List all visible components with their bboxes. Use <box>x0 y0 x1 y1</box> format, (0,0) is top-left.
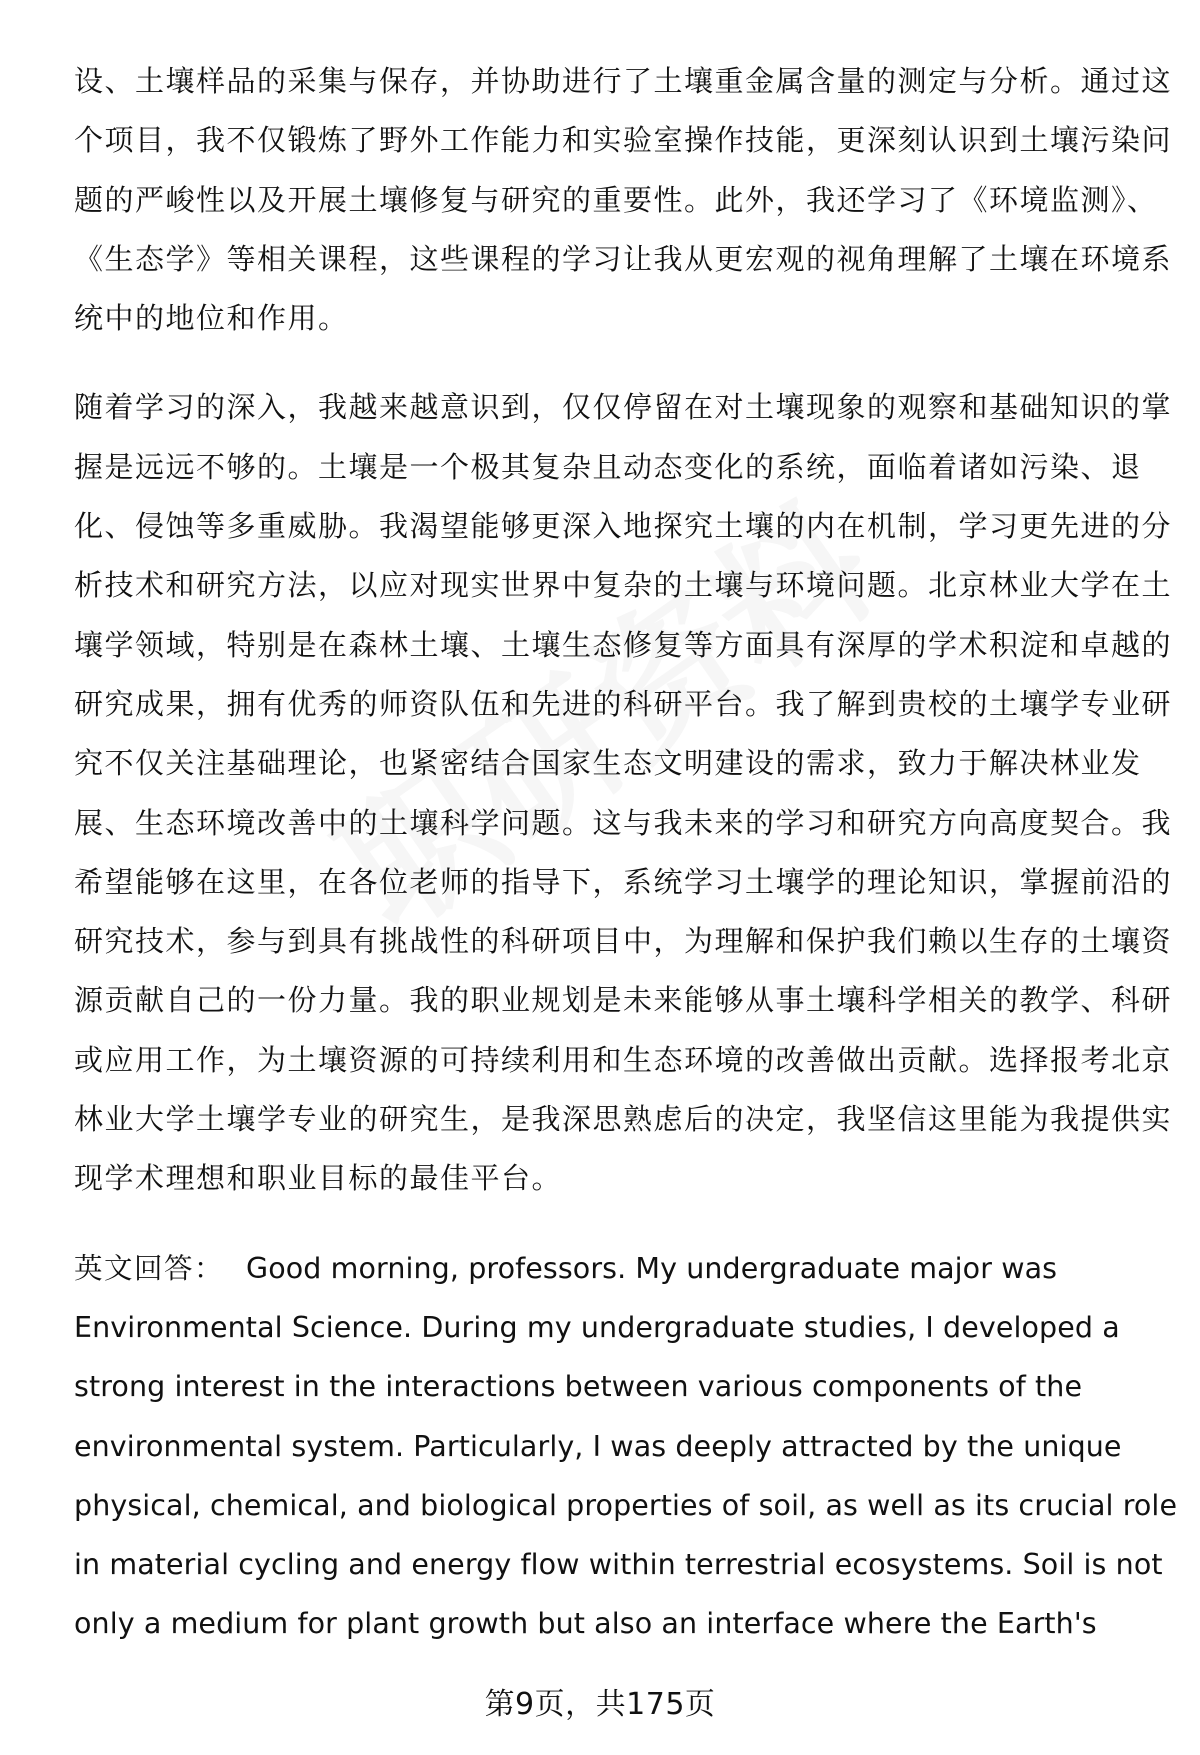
paragraph-2 <box>74 378 1173 1208</box>
text-line: physical, chemical, and biological properties of soil, as well as its crucial role <box>74 1488 1178 1522</box>
text-line: strong interest in the interactions between various components of the <box>74 1370 1083 1404</box>
english-answer-label: 英文回答： <box>74 1251 225 1285</box>
text-line: 题的严峻性以及开展土壤修复与研究的重要性。此外，我还学习了《环境监测》、 <box>74 182 1158 217</box>
text-line: 研究成果，拥有优秀的师资队伍和先进的科研平台。我了解到贵校的土壤学专业研 <box>74 686 1173 721</box>
text-line: 握是远远不够的。土壤是一个极其复杂且动态变化的系统，面临着诸如污染、退 <box>74 449 1142 484</box>
text-line: 现学术理想和职业目标的最佳平台。 <box>74 1161 563 1196</box>
text-line: 林业大学土壤学专业的研究生，是我深思熟虑后的决定，我坚信这里能为我提供实 <box>74 1102 1173 1137</box>
text-line: 析技术和研究方法，以应对现实世界中复杂的土壤与环境问题。北京林业大学在土 <box>74 568 1173 603</box>
text-line: 设、土壤样品的采集与保存，并协助进行了土壤重金属含量的测定与分析。通过这 <box>74 64 1173 98</box>
text-line: 希望能够在这里，在各位老师的指导下，系统学习土壤学的理论知识，掌握前沿的 <box>74 864 1173 899</box>
text-line <box>74 1239 1154 1298</box>
text-line: Environmental Science. During my undergraduate studies, I developed a <box>74 1310 1120 1344</box>
document-body <box>74 52 1178 1654</box>
paragraph-1 <box>74 52 1173 348</box>
english-answer-first-line: Good morning, professors. My undergraduate major was <box>246 1251 1058 1285</box>
text-line: 个项目，我不仅锻炼了野外工作能力和实验室操作技能，更深刻认识到土壤污染问 <box>74 123 1173 158</box>
text-line: 壤学领域，特别是在森林土壤、土壤生态修复等方面具有深厚的学术积淀和卓越的 <box>74 627 1173 662</box>
text-line: only a medium for plant growth but also an interface where the Earth's <box>74 1607 1097 1641</box>
text-line: in material cycling and energy flow within terrestrial ecosystems. Soil is not <box>74 1548 1163 1582</box>
text-line: 化、侵蚀等多重威胁。我渴望能够更深入地探究土壤的内在机制，学习更先进的分 <box>74 509 1173 544</box>
text-line: 源贡献自己的一份力量。我的职业规划是未来能够从事土壤科学相关的教学、科研 <box>74 983 1173 1018</box>
text-line: 或应用工作，为土壤资源的可持续利用和生态环境的改善做出贡献。选择报考北京 <box>74 1042 1173 1077</box>
text-line: 统中的地位和作用。 <box>74 301 349 336</box>
english-answer-paragraph <box>74 1239 1178 1654</box>
text-line: 随着学习的深入，我越来越意识到，仅仅停留在对土壤现象的观察和基础知识的掌 <box>74 390 1173 425</box>
text-line: 《生态学》等相关课程，这些课程的学习让我从更宏观的视角理解了土壤在环境系 <box>74 241 1173 276</box>
page-number: 第9页，共175页 <box>484 1687 716 1722</box>
text-line: 研究技术，参与到具有挑战性的科研项目中，为理解和保护我们赖以生存的土壤资 <box>74 924 1173 959</box>
text-line: 究不仅关注基础理论，也紧密结合国家生态文明建设的需求，致力于解决林业发 <box>74 746 1142 781</box>
text-line: 展、生态环境改善中的土壤科学问题。这与我未来的学习和研究方向高度契合。我 <box>74 805 1173 840</box>
text-line: environmental system. Particularly, I was deeply attracted by the unique <box>74 1429 1122 1463</box>
